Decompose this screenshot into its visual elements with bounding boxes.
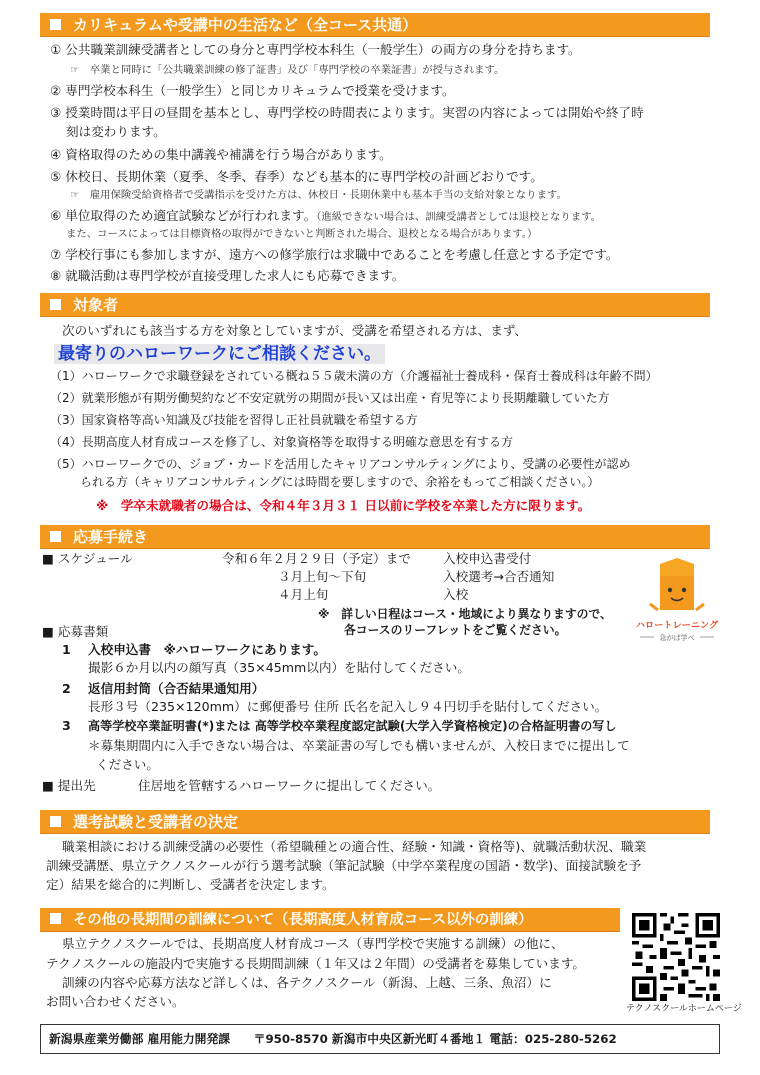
list-item-cont: 刻は変わります。: [66, 124, 166, 139]
selection-text: 職業相談における訓練受講の必要性（希望職種との適合性、経験・知識・資格等)、就職活動状況、職業: [62, 839, 647, 854]
doc-title: 入校申込書 ※ハローワークにあります。: [88, 642, 326, 657]
schedule-date: ３月上旬～下旬: [278, 569, 367, 584]
list-note: ☞ 雇用保険受給資格者で受講指示を受けた方は、休校日・長期休業中も基本手当の支給対象となります。: [70, 189, 567, 201]
section-header-target: [40, 293, 710, 317]
section-title: 対象者: [73, 296, 119, 314]
section-title: 選考試験と受講者の決定: [73, 813, 239, 831]
list-item: ⑤ 休校日、長期休業（夏季、冬季、春季）なども基本的に専門学校の計画どおりです。: [50, 169, 543, 184]
doc-desc: 長形３号（235×120mm）に郵便番号 住所 氏名を記入し９４円切手を貼付してください。: [88, 699, 608, 714]
footer-contact: 新潟県産業労働部 雇用能力開発課 〒950-8570 新潟市中央区新光町４番地１ 電話：025-280-5262: [40, 1024, 720, 1054]
doc-desc: 撮影６か月以内の顔写真（35×45mm以内）を貼付してください。: [88, 660, 470, 675]
doc-desc: ＊募集期間内に入手できない場合は、卒業証書の写しでも構いませんが、入校日までに提出して: [88, 738, 630, 753]
doc-desc-cont: ください。: [96, 757, 159, 772]
target-highlight-row: [54, 343, 385, 365]
submit-label: ■ 提出先: [42, 778, 96, 793]
section-header-selection: [40, 810, 710, 834]
hello-training-logo: [634, 558, 720, 646]
doc-number: 2: [62, 681, 71, 696]
section-header-curriculum: [40, 13, 710, 37]
list-item: ⑧ 就職活動は専門学校が直接受理した求人にも応募できます。: [50, 268, 405, 283]
schedule-label: ■ スケジュール: [42, 551, 133, 566]
logo-pencil-body: [660, 576, 694, 610]
list-item-cont: られる方（キャリアコンサルティングには時間を要しますので、余裕をもってご相談ください。）: [80, 475, 600, 489]
section-title: その他の長期間の訓練について（長期高度人材育成コース以外の訓練）: [73, 912, 533, 928]
list-item: （2）就業形態が有期労働契約など不安定就労の期間が長い又は出産・育児等により長期離職していた方: [50, 391, 610, 405]
schedule-event: 入校選考→合否通知: [443, 569, 555, 584]
list-item: （3）国家資格等高い知識及び技能を習得し正社員就職を希望する方: [50, 413, 418, 427]
list-item: ① 公共職業訓練受講者としての身分と専門学校本科生（一般学生）の両方の身分を持ちます。: [50, 42, 581, 57]
doc-title: 返信用封筒（合否結果通知用）: [88, 681, 265, 696]
section-header-application: [40, 525, 710, 549]
list-item: ③ 授業時間は平日の昼間を基本とし、専門学校の時間表によります。実習の内容によっては開始や終了時: [50, 105, 644, 120]
other-text: お問い合わせください。: [46, 994, 185, 1009]
submit-value: 住居地を管轄するハローワークに提出してください。: [138, 778, 441, 793]
target-highlight: 最寄りのハローワークにご相談ください。: [54, 344, 385, 364]
list-item: （5）ハローワークでの、ジョブ・カードを活用したキャリアコンサルティングにより、受講の必要性が認め: [50, 457, 631, 471]
logo-main-text: ハロートレーニング: [635, 620, 719, 631]
docs-label: ■ 応募書類: [42, 624, 109, 639]
schedule-note: ※ 詳しい日程はコース・地域により異なりますので、: [318, 607, 612, 621]
target-note: ※ 学卒未就職者の場合は、令和４年３月３１ 日以前に学校を卒業した方に限ります。: [96, 498, 591, 513]
list-note: （進級できない場合は、訓練受講者としては退校となります。: [316, 211, 602, 223]
schedule-note: 各コースのリーフレットをご覧ください。: [344, 623, 567, 637]
target-intro: 次のいずれにも該当する方を対象としていますが、受講を希望される方は、まず、: [62, 323, 527, 338]
schedule-event: 入校申込書受付: [443, 551, 532, 566]
doc-title: 高等学校卒業証明書(*)または 高等学校卒業程度認定試験(大学入学資格検定)の合格証明書の写し: [88, 719, 617, 733]
doc-number: 3: [62, 718, 71, 733]
list-note: また、コースによっては目標資格の取得ができないと判断された場合、退校となる場合があります。）: [66, 228, 538, 240]
section-title: 応募手続き: [73, 528, 149, 546]
schedule-event: 入校: [443, 587, 469, 602]
list-note: ☞ 卒業と同時に「公共職業訓練の修了証書」及び「専門学校の卒業証書」が授与されます。: [70, 64, 505, 76]
selection-text: 定）結果を総合的に判断し、受講者を決定します。: [46, 877, 335, 892]
qr-caption: テクノスクールホームページ: [626, 1004, 742, 1014]
list-item-row: [50, 207, 601, 226]
doc-number: 1: [62, 642, 71, 657]
schedule-date: ４月上旬: [278, 587, 329, 602]
logo-sub-text: 急がば学べ: [659, 634, 695, 642]
list-item: （1）ハローワークで求職登録をされている概ね５５歳未満の方（介護福祉士養成科・保育士養成科は年齢不問）: [50, 369, 658, 383]
other-text: テクノスクールの施設内で実施する長期間訓練（１年又は２年間）の受講者を募集しています。: [46, 956, 586, 971]
section-title: カリキュラムや受講中の生活など（全コース共通）: [73, 16, 418, 34]
list-item: ⑦ 学校行事にも参加しますが、遠方への修学旅行は求職中であることを考慮し任意とする予定です。: [50, 247, 619, 262]
qr-code-icon[interactable]: [632, 913, 720, 1001]
selection-text: 訓練受講歴、県立テクノスクールが行う選考試験（筆記試験（中学卒業程度の国語・数学)、面接試験を予: [46, 858, 642, 873]
list-item: ⑥ 単位取得のため適宜試験などが行われます。: [50, 208, 317, 223]
other-text: 県立テクノスクールでは、長期高度人材育成コース（専門学校で実施する訓練）の他に、: [62, 936, 564, 951]
schedule-date: 令和６年２月２９日（予定）まで: [222, 551, 411, 566]
section-header-other: [40, 908, 620, 932]
list-item: （4）長期高度人材育成コースを修了し、対象資格等を取得する明確な意思を有する方: [50, 435, 514, 449]
list-item: ② 専門学校本科生（一般学生）と同じカリキュラムで授業を受けます。: [50, 83, 455, 98]
other-text: 訓練の内容や応募方法など詳しくは、各テクノスクール（新潟、上越、三条、魚沼）に: [62, 975, 552, 990]
list-item: ④ 資格取得のための集中講義や補講を行う場合があります。: [50, 147, 392, 162]
